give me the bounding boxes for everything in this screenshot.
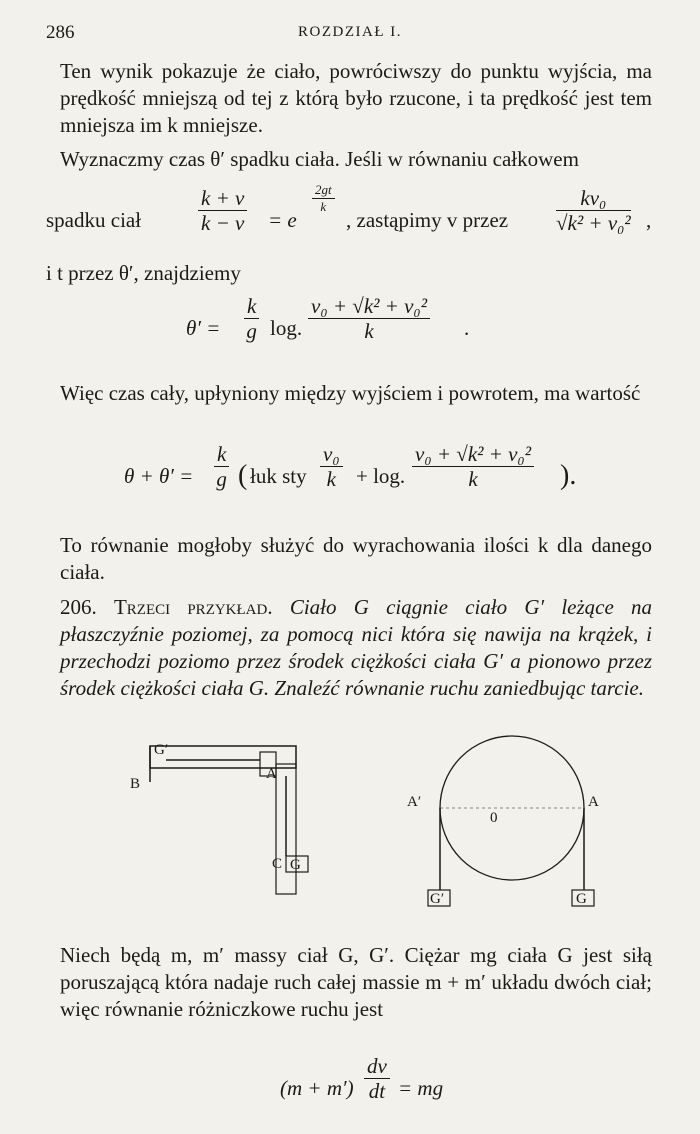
section-text: Ciało G ciągnie ciało G′ leżące na płaszczyźnie poziomej, za pomocą nici która się nawija na krążek, i przechodzi poziomo przez środek ciężkości ciała G′ a pionowo przez środek ciężkości ciała G. Znaleźć równanie ruchu zaniedbując tarcie. <box>60 595 653 700</box>
label-c: C <box>272 856 283 872</box>
label-g-prime-right: G′ <box>430 891 445 907</box>
label-b: B <box>130 776 141 792</box>
eq1-middle-text: , zastąpimy v przez <box>346 208 509 232</box>
paragraph-result: Ten wynik pokazuje że ciało, powróciwszy do punktu wyjścia, ma prędkość mniejszą od tej z którą było rzucone, i ta prędkość jest tem mniejsza im k mniejsze. <box>60 59 652 137</box>
paragraph-substitute: i t przez θ′, znajdziemy <box>46 261 241 285</box>
equation-total-time: θ + θ′ = $\frac{k}{g}$ ( łuk sty $\frac{\text{v₀}}{k}$ + log. $\frac{\text{v₀ + √k² + v₀²}}{k}$ ). <box>124 442 577 491</box>
eq1-substitution: $\frac{\text{kv₀}}{\text{√k² + v₀²}}$ <box>556 186 631 235</box>
label-a-left: A <box>266 766 277 782</box>
label-g-right: G <box>576 891 587 907</box>
eq1-label: spadku ciał <box>46 208 142 232</box>
eq1-exponent: $\frac{2gt}{k}$ <box>312 182 335 215</box>
section-number: 206. <box>60 595 97 619</box>
equation-fall: spadku ciał $\frac{k + v}{k - v}$ = e $\frac{2gt}{k}$ , zastąpimy v przez $\frac{\text{kv₀}}{\text{√k² + v₀²}}$ , <box>46 182 652 235</box>
label-g-left: G <box>290 857 301 873</box>
paragraph-usage: To równanie mogłoby służyć do wyrachowania ilości k dla danego ciała. <box>60 533 652 584</box>
figure-right <box>407 736 599 907</box>
label-a-right: A <box>588 794 599 810</box>
equation-motion: (m + m′) $\frac{dv}{dt}$ = mg <box>280 1054 444 1103</box>
section-title: Trzeci przykład. <box>113 595 273 619</box>
section-206 <box>60 594 652 702</box>
label-g-prime-left: G′ <box>154 742 169 758</box>
page-number: 286 <box>46 22 75 43</box>
paragraph-total-time: Więc czas cały, upłyniony między wyjściem i powrotem, ma wartość <box>60 381 641 405</box>
table-top <box>150 746 296 768</box>
figure-left <box>130 742 308 894</box>
paragraph-time-intro: Wyznaczmy czas θ′ spadku ciała. Jeśli w równaniu całkowem <box>60 147 579 171</box>
label-a-prime: A′ <box>407 794 422 810</box>
eq1-lhs-fraction: $\frac{k + v}{k - v}$ <box>198 186 247 235</box>
equation-theta-prime: θ′ = $\frac{k}{g}$ log. $\frac{\text{v₀ + √k² + v₀²}}{k}$ . <box>186 294 470 343</box>
pulley-figure <box>110 738 599 908</box>
page-header <box>46 22 654 46</box>
paragraph-masses: Niech będą m, m′ massy ciał G, G′. Ciężar mg ciała G jest siłą poruszającą która nadaje ruch całej massie m + m′ układu dwóch ciał; więc równanie różniczkowe ruchu jest <box>60 943 652 1021</box>
eq1-exp-base: = e <box>268 208 297 232</box>
running-head: ROZDZIAŁ I. <box>298 24 402 40</box>
label-o: 0 <box>490 810 498 826</box>
